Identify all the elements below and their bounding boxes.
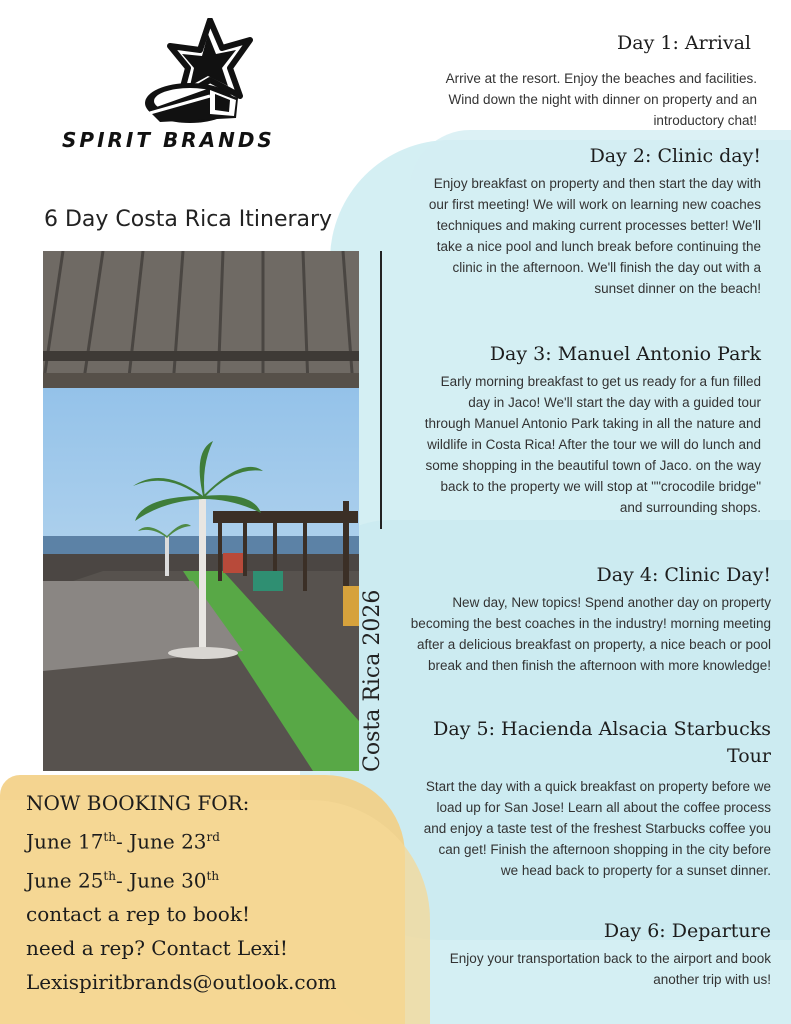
brand-name: SPIRIT BRANDS (62, 128, 275, 152)
booking-email[interactable]: Lexispiritbrands@outlook.com (26, 970, 337, 995)
day-1-title: Day 1: Arrival (617, 32, 751, 54)
day-4-text: New day, New topics! Spend another day on property becoming the best coaches in the industry! morning meeting after a delicious breakfast on property, a nice beach or pool break and then finish the afternoon with more knowledge! (410, 595, 771, 673)
booking-contact-rep: contact a rep to book! (26, 902, 250, 927)
booking-panel (26, 786, 337, 999)
day-6-text: Enjoy your transportation back to the airport and book another trip with us! (449, 951, 771, 987)
day-5 (421, 716, 771, 881)
date-end: - June 23 (115, 829, 207, 854)
booking-need-rep: need a rep? Contact Lexi! (26, 936, 288, 961)
date-sup: th (103, 868, 116, 883)
side-label: Costa Rica 2026 (360, 589, 385, 772)
booking-dates-1 (26, 820, 337, 859)
date-sup: th (103, 830, 116, 844)
date-sup: rd (206, 830, 220, 844)
day-6 (421, 920, 771, 990)
date-end: - June 30 (115, 868, 207, 893)
day-6-title: Day 6: Departure (603, 920, 771, 942)
date-start: June 17 (26, 829, 104, 854)
beach-photo (43, 251, 359, 771)
booking-dates-2 (26, 859, 337, 898)
day-5-text: Start the day with a quick breakfast on property before we load up for San Jose! Learn all about the coffee process and enjoy a taste test of the freshest Starbucks coffee you can get! Finish the afternoon shopping in the city before we head back to property for a sunset dinner. (423, 779, 771, 878)
booking-heading: NOW BOOKING FOR: (26, 791, 250, 815)
day-2 (421, 145, 761, 299)
day-1 (451, 32, 751, 54)
day-2-text: Enjoy breakfast on property and then start the day with our first meeting! We will work on learning new coaches techniques and making current processes better! We'll take a nice pool and lunch break before continuing the clinic in the afternoon. We'll finish the day out with a sunset dinner on the beach! (428, 176, 761, 296)
day-4 (391, 564, 771, 676)
day-1-body (437, 62, 757, 131)
date-start: June 25 (26, 868, 104, 893)
vertical-divider (380, 251, 382, 529)
day-2-title: Day 2: Clinic day! (589, 145, 761, 167)
day-1-text: Arrive at the resort. Enjoy the beaches and facilities. Wind down the night with dinner on property and an introductory chat! (445, 71, 757, 128)
day-3-title: Day 3: Manuel Antonio Park (489, 343, 761, 365)
day-3 (421, 343, 761, 518)
date-sup: th (206, 868, 220, 883)
day-3-text: Early morning breakfast to get us ready for a fun filled day in Jaco! We'll start the day with a guided tour through Manuel Antonio Park taking in all the nature and wildlife in Costa Rica! After the tour we will do lunch and some shopping in the beautiful town of Jaco. on the way back to the property we will stop at ""crocodile bridge" and surrounding shops. (424, 374, 761, 515)
day-4-title: Day 4: Clinic Day! (596, 564, 771, 586)
day-5-title: Day 5: Hacienda Alsacia Starbucks Tour (433, 718, 771, 767)
itinerary-title: 6 Day Costa Rica Itinerary (44, 207, 333, 232)
